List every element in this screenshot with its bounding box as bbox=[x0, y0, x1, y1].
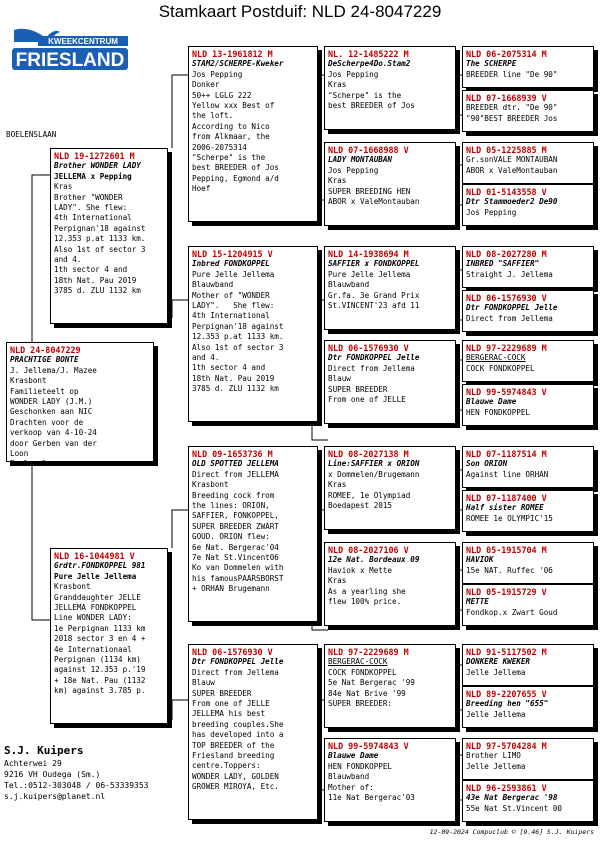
ring-number: NLD 97-5704284 M bbox=[466, 741, 547, 751]
info-line: SUPER BREEDER bbox=[328, 384, 388, 394]
ring-number: NLD 97-2229689 M bbox=[466, 343, 547, 353]
info-line: SUPER BREEDING HEN bbox=[328, 186, 411, 196]
info-line: 1th sector 4 and bbox=[54, 265, 128, 275]
pigeon-name: LADY MONTAUBAN bbox=[328, 155, 393, 165]
pigeon-card-gen3[interactable] bbox=[324, 340, 456, 424]
info-line: GROWER MIROYA, Etc. bbox=[192, 782, 279, 792]
info-line: Fondkop.x Zwart Goud bbox=[466, 607, 558, 617]
info-line: Jelle Jellema bbox=[466, 761, 526, 771]
info-line: Perpignan'18 against bbox=[192, 321, 284, 331]
pigeon-card-gen3[interactable] bbox=[324, 644, 456, 728]
pigeon-name: DONKERE KWEKER bbox=[466, 657, 531, 667]
breeder-line: Direct from JELLEMA bbox=[192, 469, 279, 479]
info-line: ABOR x ValeMontauban bbox=[466, 165, 558, 175]
ring-number: NLD 24-8047229 bbox=[10, 345, 81, 355]
info-line: 7e Nat St.Vincent06 bbox=[192, 553, 279, 563]
info-line: 1th sector 4 and bbox=[192, 363, 266, 373]
pigeon-card-gen4[interactable] bbox=[462, 46, 594, 88]
info-line: 15e NAT. Ruffec '06 bbox=[466, 565, 553, 575]
breeder-line: Pure Jelle Jellema bbox=[192, 269, 275, 279]
info-line: "Scherpe" is the bbox=[192, 153, 266, 163]
breeder-line: Pure Jelle Jellema bbox=[328, 269, 411, 279]
breeder-line: Pure Jelle Jellema bbox=[54, 571, 137, 581]
info-line: From one of JELLE bbox=[192, 699, 270, 709]
pigeon-card-gen3[interactable] bbox=[324, 542, 456, 626]
pigeon-card-gen2[interactable] bbox=[188, 246, 318, 422]
info-line: SUPER BREEDER ZWART bbox=[192, 521, 279, 531]
pigeon-name: DeScherpe4Do.Stam2 bbox=[328, 59, 411, 69]
pigeon-name: INBRED "SAFFIER" bbox=[466, 259, 540, 269]
info-line: LADY". She flew: bbox=[192, 301, 275, 311]
info-line: SUPER BREEDER bbox=[192, 688, 252, 698]
pigeon-card-gen4[interactable] bbox=[462, 446, 594, 488]
pigeon-card-mother[interactable] bbox=[50, 548, 168, 724]
info-line: Kras bbox=[54, 182, 73, 192]
info-line: Blauw bbox=[328, 374, 351, 384]
info-line: Boedapest 2015 bbox=[328, 501, 393, 511]
ring-number: NLD 19-1272601 M bbox=[54, 151, 135, 161]
ring-number: NLD 08-2027106 V bbox=[328, 545, 409, 555]
ring-number: NLD 07-1187514 M bbox=[466, 449, 547, 459]
info-line: 3785 d. ZLU 1132 km bbox=[192, 384, 279, 394]
pigeon-name: Blauwe Dame bbox=[466, 397, 517, 407]
pigeon-name: Son ORION bbox=[466, 459, 508, 469]
info-line: Krasbont bbox=[192, 480, 229, 490]
info-line: Blauwband bbox=[328, 772, 370, 782]
pigeon-card-gen4[interactable] bbox=[462, 246, 594, 288]
pigeon-name: 43e Nat Bergerac '98 bbox=[466, 793, 558, 803]
info-line: flew 100% price. bbox=[328, 597, 402, 607]
info-line: JELLEMA FONDKOPPEL bbox=[54, 603, 137, 613]
ring-number: NLD 05-1225885 M bbox=[466, 145, 547, 155]
info-line: Pepping, Egmond a/d bbox=[192, 173, 279, 183]
info-line: Perpignan (1134 km) bbox=[54, 655, 141, 665]
pigeon-name: HAVIOK bbox=[466, 555, 494, 565]
pigeon-name: Dtr FONDKOPPEL Jelle bbox=[328, 353, 420, 363]
info-line: 4th International bbox=[54, 213, 132, 223]
pigeon-card-gen4[interactable] bbox=[462, 340, 594, 382]
breeder-name: S.J. Kuipers bbox=[4, 744, 84, 757]
pigeon-card-gen4[interactable] bbox=[462, 584, 594, 626]
info-line: the loft. bbox=[192, 111, 234, 121]
pigeon-name: OLD SPOTTED JELLEMA bbox=[192, 459, 279, 469]
ring-number: NLD 15-1204915 V bbox=[192, 249, 273, 259]
ring-number: NLD 09-1653736 M bbox=[192, 449, 273, 459]
pigeon-card-gen4[interactable] bbox=[462, 738, 594, 780]
info-line: According to Nico bbox=[192, 121, 270, 131]
pigeon-card-gen3[interactable] bbox=[324, 738, 456, 822]
info-line: Geschonken aan NIC bbox=[10, 407, 93, 417]
info-line: ROMEE 1e OLYMPIC'15 bbox=[466, 513, 553, 523]
info-line: Blauwband bbox=[192, 280, 234, 290]
info-line: 18th Nat. Pau 2019 bbox=[54, 275, 137, 285]
info-line: from Alkmaar, the bbox=[192, 132, 270, 142]
pigeon-card-gen3[interactable] bbox=[324, 142, 456, 226]
info-line: Ko van Dommelen with bbox=[192, 563, 284, 573]
ring-number: NLD 06-1576930 V bbox=[328, 343, 409, 353]
pigeon-name: Grdtr.FONDKOPPEL 981 bbox=[54, 561, 146, 571]
pigeon-name: Brother LIMO bbox=[466, 751, 521, 761]
info-line: St.VINCENT'23 afd 11 bbox=[328, 301, 420, 311]
pigeon-name: METTE bbox=[466, 597, 489, 607]
info-line: 11e Nat Bergerac'03 bbox=[328, 793, 415, 803]
info-line: Krasbont bbox=[54, 582, 91, 592]
pigeon-card-gen3[interactable] bbox=[324, 246, 456, 330]
pigeon-name: STAM2/SCHERPE-Kweker bbox=[192, 59, 284, 69]
info-line: SAFFIER, FONKOPPEL, bbox=[192, 511, 279, 521]
pigeon-card-father[interactable] bbox=[50, 148, 168, 324]
info-line: 5e Nat Bergerac '99 bbox=[328, 678, 415, 688]
info-line: Kras bbox=[328, 480, 347, 490]
info-line: Jelle Jellema bbox=[466, 667, 526, 677]
breeder-email[interactable]: s.j.kuipers@planet.nl bbox=[4, 792, 106, 801]
ring-number: NLD 01-5143558 V bbox=[466, 187, 547, 197]
pigeon-name: Blauwe Dame bbox=[328, 751, 379, 761]
info-line: has developed into a bbox=[192, 730, 284, 740]
info-line: JELLEMA his best bbox=[192, 709, 266, 719]
info-line: Donker bbox=[192, 80, 220, 90]
info-line: his famousPAARSBORST bbox=[192, 573, 284, 583]
breeder-phone: Tel.:0512-303048 / 06-53339353 bbox=[4, 781, 149, 790]
info-line: Mother of: bbox=[328, 782, 374, 792]
info-line: Drachten voor de bbox=[10, 417, 84, 427]
info-line: 12.353 p.at 1133 km. bbox=[54, 234, 146, 244]
info-line: 2018 sector 3 en 4 + bbox=[54, 634, 146, 644]
info-line: best BREEDER of Jos bbox=[192, 163, 279, 173]
info-line: ROMEE, 1e Olympiad bbox=[328, 490, 411, 500]
info-line: Kras bbox=[328, 80, 347, 90]
info-line: and 4. bbox=[54, 255, 82, 265]
info-line: breeding couples.She bbox=[192, 719, 284, 729]
info-line: Gr.fa. 3e Grand Prix bbox=[328, 290, 420, 300]
ring-number: NLD 07-1187400 V bbox=[466, 493, 547, 503]
info-line: 50++ LGLG 222 bbox=[192, 90, 252, 100]
info-line: 2006-2075314 bbox=[192, 142, 247, 152]
info-line: 1e Perpignan 1133 km bbox=[54, 623, 146, 633]
ring-number: NLD 16-1044981 V bbox=[54, 551, 135, 561]
pigeon-name: BREEDER dtr. "De 90" bbox=[466, 103, 558, 113]
info-line: Hoef bbox=[192, 184, 211, 194]
ring-number: NLD 97-2229689 M bbox=[328, 647, 409, 657]
info-line: best BREEDER of Jos bbox=[328, 101, 415, 111]
info-line: Jelle Jellema bbox=[466, 709, 526, 719]
pigeon-name: Dtr Stammoeder2 De90 bbox=[466, 197, 558, 207]
info-line: BREEDER line "De 90" bbox=[466, 69, 558, 79]
ring-number: NLD 99-5974843 V bbox=[328, 741, 409, 751]
info-line: Against line ORHAN bbox=[466, 469, 549, 479]
ring-number: NLD 07-1668939 V bbox=[466, 93, 547, 103]
info-line: HEN FONDKOPPEL bbox=[466, 407, 531, 417]
info-line: 84e Nat Brive '99 bbox=[328, 688, 406, 698]
info-line: ABOR x ValeMontauban bbox=[328, 197, 420, 207]
info-line: Mother of "WONDER bbox=[192, 290, 270, 300]
pigeon-card-gen2[interactable] bbox=[188, 446, 318, 622]
info-line: centre.Toppers: bbox=[192, 761, 261, 771]
breeder-line: Jos Pepping bbox=[192, 69, 243, 79]
info-line: "90"BEST BREEDER Jos bbox=[466, 113, 558, 123]
info-line: Breeding cock from bbox=[192, 490, 275, 500]
info-line: Familieteelt op bbox=[10, 386, 79, 396]
breeder-line: x Dommelen/Brugemann bbox=[328, 469, 420, 479]
pigeon-card-subject[interactable] bbox=[6, 342, 154, 469]
breeder-line: Direct from Jellema bbox=[328, 363, 415, 373]
pigeon-card-gen4[interactable] bbox=[462, 90, 594, 132]
info-line: LADY". She flew: bbox=[54, 203, 128, 213]
pigeon-name: PRACHTIGE BONTE bbox=[10, 355, 79, 365]
ring-number: NLD 99-5974843 V bbox=[466, 387, 547, 397]
svg-text:KWEEKCENTRUM: KWEEKCENTRUM bbox=[48, 37, 118, 46]
breeder-line: JELLEMA x Pepping bbox=[54, 171, 132, 181]
breeder-address: Achterwei 29 bbox=[4, 759, 62, 768]
info-line: against 12.353 p.'19 bbox=[54, 665, 146, 675]
ring-number: NLD 14-1938694 M bbox=[328, 249, 409, 259]
ring-number: NLD 07-1668988 V bbox=[328, 145, 409, 155]
pigeon-name: 12e Nat. Bordeaux 09 bbox=[328, 555, 420, 565]
breeder-line: COCK FONDKOPPEL bbox=[328, 667, 397, 677]
pigeon-name: BERGERAC-COCK bbox=[466, 353, 526, 363]
pigeon-name: Brother WONDER LADY bbox=[54, 161, 141, 171]
svg-text:FRIESLAND: FRIESLAND bbox=[15, 50, 125, 71]
info-line: SUPER BREEDER: bbox=[328, 699, 393, 709]
pigeon-card-gen4[interactable] bbox=[462, 384, 594, 426]
info-line: + ORHAN Brugemann bbox=[192, 584, 270, 594]
pigeon-name: Inbred FONDKOPPEL bbox=[192, 259, 270, 269]
info-line: verkoop van 4-10-24 bbox=[10, 428, 97, 438]
breeder-line: Jos Pepping bbox=[328, 69, 379, 79]
info-line: Krasbont bbox=[10, 376, 47, 386]
info-line: Kras bbox=[328, 576, 347, 586]
info-line: Yellow xxx Best of bbox=[192, 101, 275, 111]
pigeon-card-gen4[interactable] bbox=[462, 184, 594, 226]
ring-number: NLD 06-1576930 V bbox=[192, 647, 273, 657]
pigeon-card-gen2[interactable] bbox=[188, 46, 318, 222]
info-line: Also 1st of sector 3 bbox=[192, 342, 284, 352]
pigeon-name: Half sister ROMEE bbox=[466, 503, 544, 513]
info-line: From one of JELLE bbox=[328, 395, 406, 405]
info-line: 4th International bbox=[192, 311, 270, 321]
breeder-city: 9216 VH Oudega (Sm.) bbox=[4, 770, 101, 779]
pigeon-name: BERGERAC-COCK bbox=[328, 657, 388, 667]
pigeon-name: Gr.sonVALE MONTAUBAN bbox=[466, 155, 558, 165]
ring-number: NLD 05-1915704 M bbox=[466, 545, 547, 555]
info-line: Line WONDER LADY: bbox=[54, 613, 132, 623]
pigeon-name: Dtr FONDKOPPEL Jelle bbox=[466, 303, 558, 313]
info-line: Perpignan'18 against bbox=[54, 223, 146, 233]
loft-label: BOELENSLAAN bbox=[6, 130, 57, 139]
info-line: Friesland breeding bbox=[192, 751, 275, 761]
pigeon-card-gen3[interactable] bbox=[324, 46, 456, 130]
info-line: 18th Nat. Pau 2019 bbox=[192, 373, 275, 383]
info-line: + 18e Nat. Pau (1132 bbox=[54, 675, 146, 685]
ring-number: NLD 96-2593861 V bbox=[466, 783, 547, 793]
info-line: Blauw bbox=[192, 678, 215, 688]
page-title: Stamkaart Postduif: NLD 24-8047229 bbox=[158, 2, 442, 21]
info-line: Direct from Jellema bbox=[466, 313, 553, 323]
ring-number: NLD 06-2075314 M bbox=[466, 49, 547, 59]
pigeon-name: Breeding hen "655" bbox=[466, 699, 549, 709]
pigeon-card-gen4[interactable] bbox=[462, 490, 594, 532]
pigeon-name: Dtr FONDKOPPEL Jelle bbox=[192, 657, 284, 667]
ring-number: NL. 12-1485222 M bbox=[328, 49, 409, 59]
footer-credit: 12-09-2024 Compuclub © [9.46] S.J. Kuipers bbox=[429, 828, 594, 836]
pigeon-name: SAFFIER x FONDKOPPEL bbox=[328, 259, 420, 269]
info-line: 55e Nat St.Vincent 00 bbox=[466, 803, 563, 813]
info-line: Loon bbox=[10, 449, 29, 459]
info-line: the lines: ORION, bbox=[192, 501, 270, 511]
info-line: "Scherpe" is the bbox=[328, 90, 402, 100]
info-line: Boelenslaan bbox=[10, 459, 61, 469]
ring-number: NLD 05-1915729 V bbox=[466, 587, 547, 597]
info-line: door Gerben van der bbox=[10, 438, 97, 448]
breeder-line: Jos Pepping bbox=[328, 165, 379, 175]
pigeon-card-gen4[interactable] bbox=[462, 686, 594, 728]
ring-number: NLD 91-5117502 M bbox=[466, 647, 547, 657]
info-line: 6e Nat. Bergerac'04 bbox=[192, 542, 279, 552]
info-line: Brother "WONDER bbox=[54, 192, 123, 202]
info-line: WONDER LADY, GOLDEN bbox=[192, 771, 279, 781]
info-line: km) against 3.785 p. bbox=[54, 686, 146, 696]
info-line: Blauwband bbox=[328, 280, 370, 290]
ring-number: NLD 13-1961812 M bbox=[192, 49, 273, 59]
breeder-contact bbox=[4, 744, 149, 802]
ring-number: NLD 06-1576930 V bbox=[466, 293, 547, 303]
breeder-line: Direct from Jellema bbox=[192, 667, 279, 677]
info-line: GOUD. ORION flew: bbox=[192, 532, 270, 542]
pigeon-card-gen4[interactable] bbox=[462, 290, 594, 332]
info-line: J. Jellema/J. Mazee bbox=[10, 365, 97, 375]
info-line: Also 1st of sector 3 bbox=[54, 244, 146, 254]
info-line: As a yearling she bbox=[328, 586, 406, 596]
pigeon-card-gen3[interactable] bbox=[324, 446, 456, 530]
pigeon-name: The SCHERPE bbox=[466, 59, 517, 69]
info-line: Kras bbox=[328, 176, 347, 186]
info-line: Straight J. Jellema bbox=[466, 269, 553, 279]
ring-number: NLD 08-2027138 M bbox=[328, 449, 409, 459]
info-line: 3785 d. ZLU 1132 km bbox=[54, 286, 141, 296]
pigeon-name: Line:SAFFIER x ORION bbox=[328, 459, 420, 469]
info-line: 4e Internationaal bbox=[54, 644, 132, 654]
pigeon-card-gen2[interactable] bbox=[188, 644, 318, 820]
breeder-line: Haviok x Mette bbox=[328, 565, 393, 575]
breeder-line: HEN FONDKOPPEL bbox=[328, 761, 393, 771]
ring-number: NLD 08-2027280 M bbox=[466, 249, 547, 259]
info-line: COCK FONDKOPPEL bbox=[466, 363, 535, 373]
pigeon-card-gen4[interactable] bbox=[462, 644, 594, 686]
info-line: and 4. bbox=[192, 353, 220, 363]
info-line: 12.353 p.at 1133 km. bbox=[192, 332, 284, 342]
info-line: WONDER LADY (J.M.) bbox=[10, 397, 93, 407]
pigeon-card-gen4[interactable] bbox=[462, 142, 594, 184]
info-line: Granddaughter JELLE bbox=[54, 592, 141, 602]
ring-number: NLD 89-2207655 V bbox=[466, 689, 547, 699]
pigeon-card-gen4[interactable] bbox=[462, 780, 594, 822]
info-line: Jos Pepping bbox=[466, 207, 517, 217]
info-line: TOP BREEDER of the bbox=[192, 740, 275, 750]
pigeon-card-gen4[interactable] bbox=[462, 542, 594, 584]
